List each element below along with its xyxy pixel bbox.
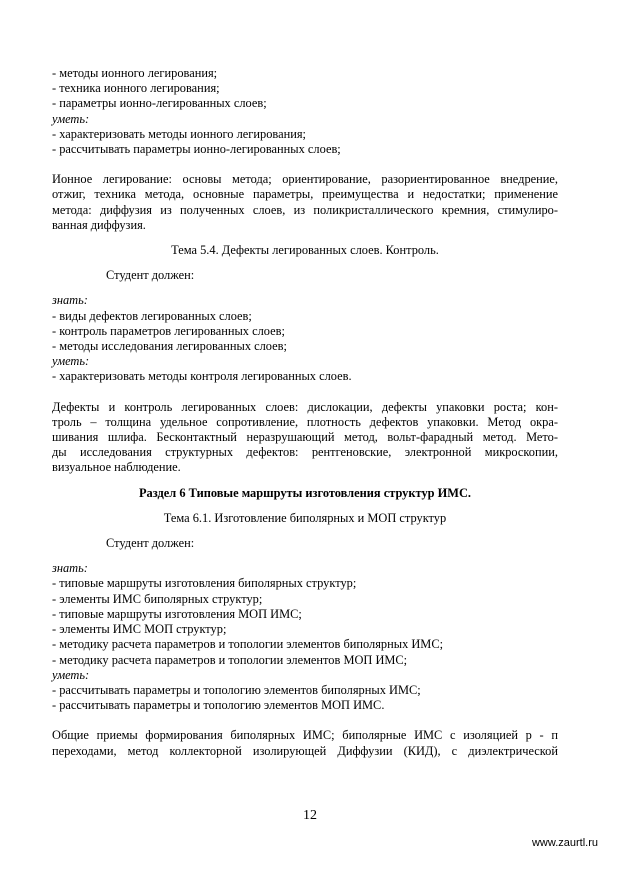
body-paragraph: [52, 728, 558, 758]
list-item: - техника ионного легирования;: [52, 81, 220, 96]
body-paragraph: [52, 400, 558, 476]
site-watermark: www.zaurtl.ru: [531, 837, 598, 849]
paragraph-line: Общие приемы формирования биполярных ИМС; биполярные ИМС с изоляцией р - п: [52, 728, 558, 743]
list-item: - рассчитывать параметры и топологию элементов биполярных ИМС;: [52, 682, 421, 697]
list-item: - характеризовать методы ионного легирования;: [52, 126, 306, 141]
list-item: - элементы ИМС МОП структур;: [52, 622, 227, 637]
paragraph-line: переходами, метод коллекторной изолирующей Диффузии (КИД), с диэлектрической: [52, 743, 558, 758]
student-must-label: Студент должен:: [106, 268, 195, 283]
list-item: - рассчитывать параметры ионно-легированных слоев;: [52, 142, 341, 157]
list-item: - типовые маршруты изготовления МОП ИМС;: [52, 606, 302, 621]
list-item: - контроль параметров легированных слоев;: [52, 323, 285, 338]
list-item: - методику расчета параметров и топологии элементов биполярных ИМС;: [52, 637, 444, 652]
list-item: - виды дефектов легированных слоев;: [52, 308, 252, 323]
section-title: Раздел 6 Типовые маршруты изготовления структур ИМС.: [138, 485, 472, 500]
know-label: знать:: [52, 293, 88, 308]
list-item: - параметры ионно-легированных слоев;: [52, 96, 267, 111]
document-page: [52, 66, 558, 759]
list-item: - типовые маршруты изготовления биполярных структур;: [52, 576, 357, 591]
paragraph-line: шивания шлифа. Бесконтактный неразрушающий метод, вольт-фарадный метод. Мето-: [52, 430, 558, 445]
paragraph-line: ванная диффузия.: [52, 217, 146, 232]
paragraph-line: троль – толщина удельное сопротивление, плотность дефектов упаковки. Метод окра-: [52, 414, 558, 429]
list-item: - методы исследования легированных слоев;: [52, 339, 287, 354]
paragraph-line: Ионное легирование: основы метода; ориентирование, разориентированное внедрение,: [52, 172, 558, 187]
topic-title: Тема 6.1. Изготовление биполярных и МОП структур: [163, 510, 447, 525]
body-paragraph: [52, 172, 558, 233]
page-number: 12: [303, 808, 317, 823]
can-label: уметь:: [52, 111, 90, 126]
list-item: - методику расчета параметров и топологии элементов МОП ИМС;: [52, 652, 408, 667]
paragraph-line: метода: диффузия из полученных слоев, из поликристаллического кремния, стимулиро-: [52, 202, 558, 217]
list-item: - методы ионного легирования;: [52, 66, 218, 80]
list-item: - рассчитывать параметры и топологию элементов МОП ИМС.: [52, 698, 385, 713]
paragraph-line: визуальное наблюдение.: [52, 460, 181, 475]
topic-title: Тема 5.4. Дефекты легированных слоев. Контроль.: [171, 243, 439, 258]
list-item: - элементы ИМС биполярных структур;: [52, 591, 263, 606]
know-label: знать:: [52, 561, 88, 576]
paragraph-line: ды исследования структурных дефектов: рентгеновские, электронной микроскопии,: [52, 445, 558, 460]
can-label: уметь:: [52, 354, 90, 369]
paragraph-line: отжиг, техника метода, основные параметры, преимущества и недостатки; применение: [52, 187, 558, 202]
student-must-label: Студент должен:: [106, 536, 195, 551]
list-item: - характеризовать методы контроля легированных слоев.: [52, 369, 352, 384]
paragraph-line: Дефекты и контроль легированных слоев: дислокации, дефекты упаковки роста; кон-: [52, 399, 558, 414]
can-label: уметь:: [52, 667, 90, 682]
